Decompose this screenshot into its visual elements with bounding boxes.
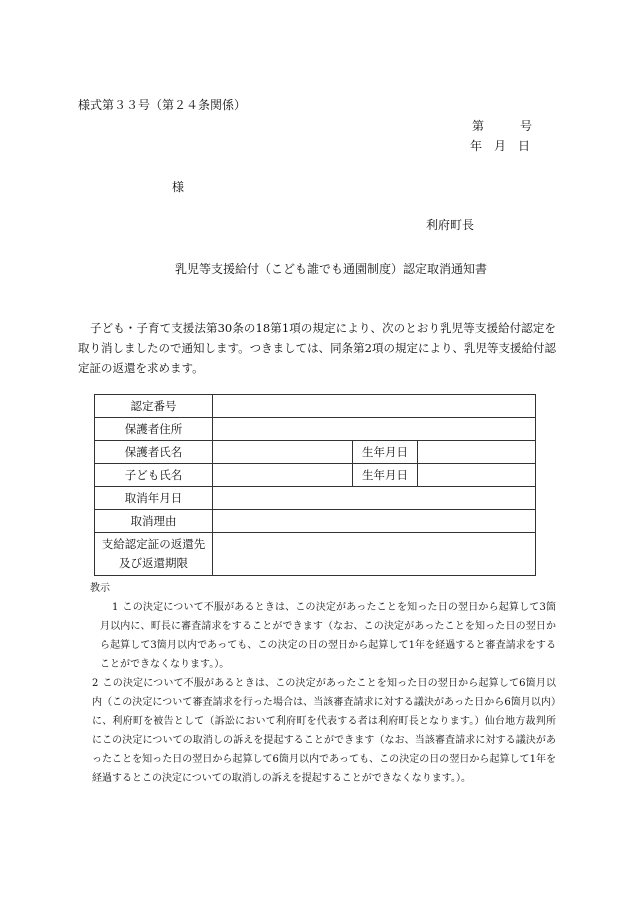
notes-list [92,598,556,788]
table-row [95,441,536,464]
note-text: この決定について不服があるときは、この決定があったことを知った日の翌日から起算して3箇月以内に、町長に審査請求をすることができます（なお、この決定があったことを知った日の翌日から起算して3箇月以内であっても、この決定の日の翌日から起算して1年を経過すると審査請求をすることができなくなります。）。 [100,602,556,670]
notes-heading: 教示 [90,583,110,594]
cert-number-value [213,395,536,418]
child-birthdate-value [418,464,536,487]
document-number: 第 号 [472,119,533,133]
return-info-label-line2: 及び返還期限 [119,556,188,570]
table-row [95,464,536,487]
cancel-reason-label: 取消理由 [95,510,213,533]
guardian-address-value [213,418,536,441]
table-row [95,510,536,533]
guardian-birthdate-label: 生年月日 [353,441,418,464]
cert-number-label: 認定番号 [95,395,213,418]
table-row [95,395,536,418]
addressee: 様 [172,180,185,194]
guardian-birthdate-value [418,441,536,464]
return-info-value [213,533,536,576]
issuer: 利府町長 [426,218,475,232]
note-number: 1 [112,602,119,613]
return-info-label [95,533,213,576]
child-birthdate-label: 生年月日 [353,464,418,487]
note-number: 2 [92,678,99,689]
document-title: 乳児等支援給付（こども誰でも通園制度）認定取消通知書 [175,262,488,276]
cancel-date-label: 取消年月日 [95,487,213,510]
document-date: 年 月 日 [470,139,531,153]
table-row [95,533,536,576]
note-item [92,674,556,788]
guardian-name-label: 保護者氏名 [95,441,213,464]
body-paragraph: 子ども・子育て支援法第30条の18第1項の規定により、次のとおり乳児等支援給付認定を取り消しましたので通知します。つきましては、同条第2項の規定により、乳児等支援給付認定証の返還を求めます。 [78,321,556,375]
table-row [95,418,536,441]
guardian-address-label: 保護者住所 [95,418,213,441]
child-name-value [213,464,353,487]
note-item [100,598,556,674]
cancel-reason-value [213,510,536,533]
table-row [95,487,536,510]
guardian-name-value [213,441,353,464]
return-info-label-line1: 支給認定証の返還先 [101,537,206,551]
cancel-date-value [213,487,536,510]
child-name-label: 子ども氏名 [95,464,213,487]
note-text: この決定について不服があるときは、この決定があったことを知った日の翌日から起算して6箇月以内（この決定について審査請求を行った場合は、当該審査請求に対する議決があった日から6箇月以内）に、利府町を被告として（訴訟において利府町を代表する者は利府町長となります。）仙台地方裁判所にこの決定についての取消しの訴えを提起することができます（なお、当該審査請求に対する議決があったことを知った日の翌日から起算して6箇月以内であっても、この決定の日の翌日から起算して1年を経過するとこの決定についての取消しの訴えを提起することができなくなります。）。 [92,678,556,784]
form-number: 様式第３３号（第２４条関係） [78,98,247,112]
info-table [94,394,536,576]
